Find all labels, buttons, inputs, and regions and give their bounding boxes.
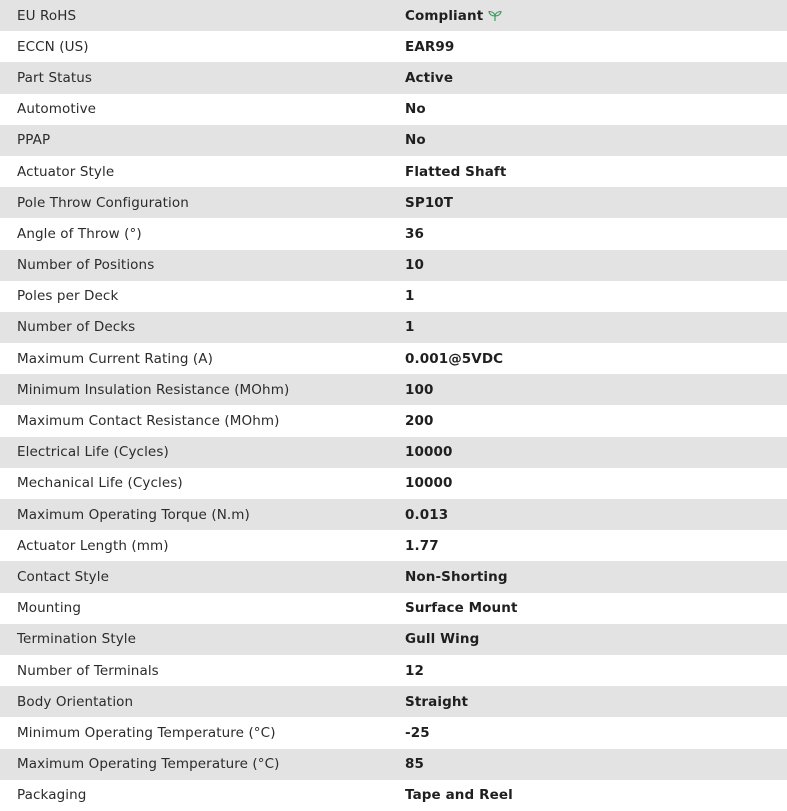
spec-label: Termination Style: [17, 631, 137, 648]
spec-value: EAR99: [405, 38, 455, 55]
spec-value: 85: [405, 756, 424, 773]
spec-label: Contact Style: [17, 568, 110, 585]
spec-value: 1: [405, 319, 415, 336]
spec-row-part-status: [0, 62, 787, 93]
spec-label: Number of Decks: [17, 319, 136, 336]
spec-value: 100: [405, 381, 434, 398]
spec-row-mechanical-life: [0, 468, 787, 499]
spec-value: 10: [405, 257, 424, 274]
spec-label: Angle of Throw (°): [17, 225, 142, 242]
spec-value: 0.001@5VDC: [405, 350, 504, 367]
spec-value: -25: [405, 724, 430, 741]
spec-value: Tape and Reel: [405, 787, 513, 804]
spec-label: Packaging: [17, 787, 87, 804]
spec-row-maximum-current-rating: [0, 343, 787, 374]
spec-row-actuator-length: [0, 530, 787, 561]
spec-row-number-of-positions: [0, 250, 787, 281]
spec-value: Surface Mount: [405, 600, 518, 617]
spec-row-number-of-terminals: [0, 655, 787, 686]
spec-row-termination-style: [0, 624, 787, 655]
spec-row-mounting: [0, 593, 787, 624]
spec-value: No: [405, 101, 426, 118]
spec-label: Maximum Contact Resistance (MOhm): [17, 413, 280, 430]
spec-label: Actuator Style: [17, 163, 115, 180]
spec-label: PPAP: [17, 132, 51, 149]
spec-row-minimum-operating-temperature: [0, 717, 787, 748]
spec-label: Minimum Operating Temperature (°C): [17, 724, 276, 741]
spec-row-ppap: [0, 125, 787, 156]
spec-label: Automotive: [17, 101, 97, 118]
spec-row-maximum-operating-torque: [0, 499, 787, 530]
spec-value: Flatted Shaft: [405, 163, 507, 180]
spec-value: 12: [405, 662, 424, 679]
spec-value: 0.013: [405, 506, 449, 523]
spec-label: Mechanical Life (Cycles): [17, 475, 183, 492]
leaf-icon: [488, 10, 502, 22]
spec-label: Poles per Deck: [17, 288, 119, 305]
spec-label: Actuator Length (mm): [17, 537, 169, 554]
spec-label: Number of Terminals: [17, 662, 159, 679]
spec-label: ECCN (US): [17, 38, 89, 55]
spec-row-body-orientation: [0, 686, 787, 717]
spec-label: Body Orientation: [17, 693, 134, 710]
spec-value: 200: [405, 413, 434, 430]
spec-row-eccn-us: [0, 31, 787, 62]
spec-value: 10000: [405, 475, 453, 492]
spec-label: Maximum Operating Temperature (°C): [17, 756, 280, 773]
spec-row-eu-rohs: [0, 0, 787, 31]
spec-value: 1.77: [405, 537, 439, 554]
spec-label: Maximum Operating Torque (N.m): [17, 506, 250, 523]
spec-label: Mounting: [17, 600, 81, 617]
spec-row-actuator-style: [0, 156, 787, 187]
spec-label: Electrical Life (Cycles): [17, 444, 169, 461]
spec-value: Non-Shorting: [405, 568, 508, 585]
spec-row-pole-throw-configuration: [0, 187, 787, 218]
spec-value: 36: [405, 225, 424, 242]
spec-value-container: [405, 8, 787, 24]
spec-label: Minimum Insulation Resistance (MOhm): [17, 381, 290, 398]
spec-value: Active: [405, 69, 454, 86]
spec-row-contact-style: [0, 561, 787, 592]
spec-row-poles-per-deck: [0, 281, 787, 312]
spec-value: 1: [405, 288, 415, 305]
spec-label: Number of Positions: [17, 257, 155, 274]
spec-label: Maximum Current Rating (A): [17, 350, 213, 367]
spec-row-minimum-insulation-resistance: [0, 374, 787, 405]
spec-row-maximum-contact-resistance: [0, 405, 787, 436]
spec-value: SP10T: [405, 194, 454, 211]
spec-row-angle-of-throw: [0, 218, 787, 249]
spec-row-automotive: [0, 94, 787, 125]
spec-value: No: [405, 132, 426, 149]
spec-row-maximum-operating-temperature: [0, 749, 787, 780]
spec-label: EU RoHS: [17, 7, 77, 24]
spec-row-electrical-life: [0, 437, 787, 468]
spec-label: Pole Throw Configuration: [17, 194, 189, 211]
spec-row-packaging: [0, 780, 787, 811]
spec-value: Straight: [405, 693, 469, 710]
spec-label: Part Status: [17, 69, 93, 86]
spec-value: Compliant: [405, 7, 484, 24]
spec-row-number-of-decks: [0, 312, 787, 343]
spec-value: 10000: [405, 444, 453, 461]
spec-value: Gull Wing: [405, 631, 480, 648]
